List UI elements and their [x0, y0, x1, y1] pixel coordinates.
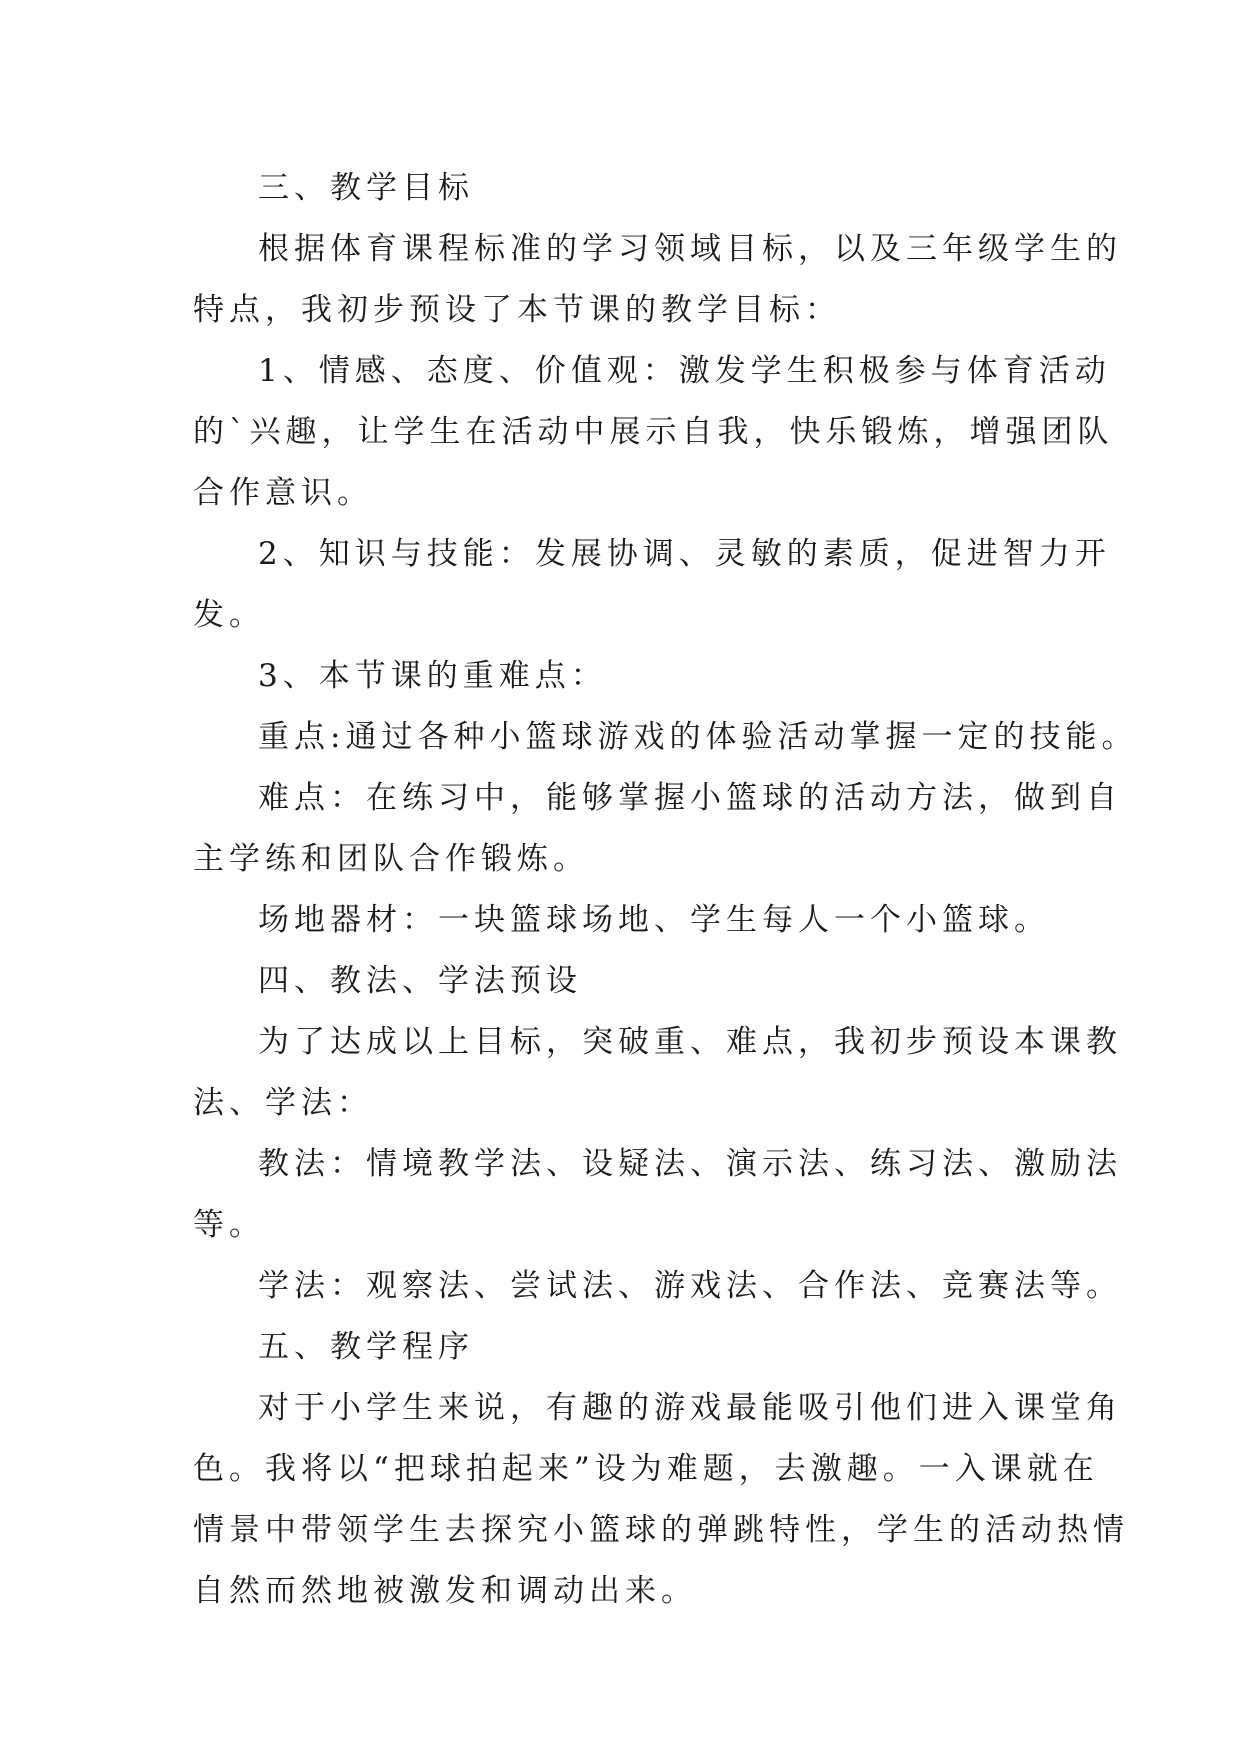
paragraph-line: 难点：在练习中，能够掌握小篮球的活动方法，做到自: [258, 780, 1122, 816]
paragraph-line: 3、本节课的重难点：: [258, 658, 607, 694]
paragraph-line: 情景中带领学生去探究小篮球的弹跳特性，学生的活动热情: [193, 1512, 1129, 1548]
paragraph-line: 合作意识。: [193, 475, 373, 511]
paragraph-line: 根据体育课程标准的学习领域目标，以及三年级学生的: [258, 231, 1122, 267]
paragraph-line: 发。: [193, 597, 265, 633]
paragraph-line: 2、知识与技能：发展协调、灵敏的素质，促进智力开: [258, 536, 1111, 572]
paragraph-line: 等。: [193, 1207, 265, 1243]
section-heading-procedure: 五、教学程序: [258, 1329, 474, 1365]
paragraph-line: 色。我将以“把球拍起来”设为难题，去激趣。一入课就在: [193, 1451, 1099, 1487]
section-heading-teaching-goals: 三、教学目标: [258, 170, 474, 206]
paragraph-line: 法、学法：: [193, 1085, 373, 1121]
paragraph-line: 为了达成以上目标，突破重、难点，我初步预设本课教: [258, 1024, 1122, 1060]
paragraph-line: 场地器材：一块篮球场地、学生每人一个小篮球。: [258, 902, 1050, 938]
paragraph-line: 重点:通过各种小篮球游戏的体验活动掌握一定的技能。: [258, 719, 1138, 755]
paragraph-line: 对于小学生来说，有趣的游戏最能吸引他们进入课堂角: [258, 1390, 1122, 1426]
paragraph-line: 学法：观察法、尝试法、游戏法、合作法、竞赛法等。: [258, 1268, 1122, 1304]
paragraph-line: 自然而然地被激发和调动出来。: [193, 1573, 697, 1609]
paragraph-line: 的`兴趣，让学生在活动中展示自我，快乐锻炼，增强团队: [193, 414, 1114, 450]
paragraph-line: 教法：情境教学法、设疑法、演示法、练习法、激励法: [258, 1146, 1122, 1182]
document-body: [193, 158, 1138, 1622]
section-heading-methods: 四、教法、学法预设: [258, 963, 582, 999]
paragraph-line: 1、情感、态度、价值观：激发学生积极参与体育活动: [258, 353, 1111, 389]
paragraph-line: 特点，我初步预设了本节课的教学目标：: [193, 292, 841, 328]
paragraph-line: 主学练和团队合作锻炼。: [193, 841, 589, 877]
